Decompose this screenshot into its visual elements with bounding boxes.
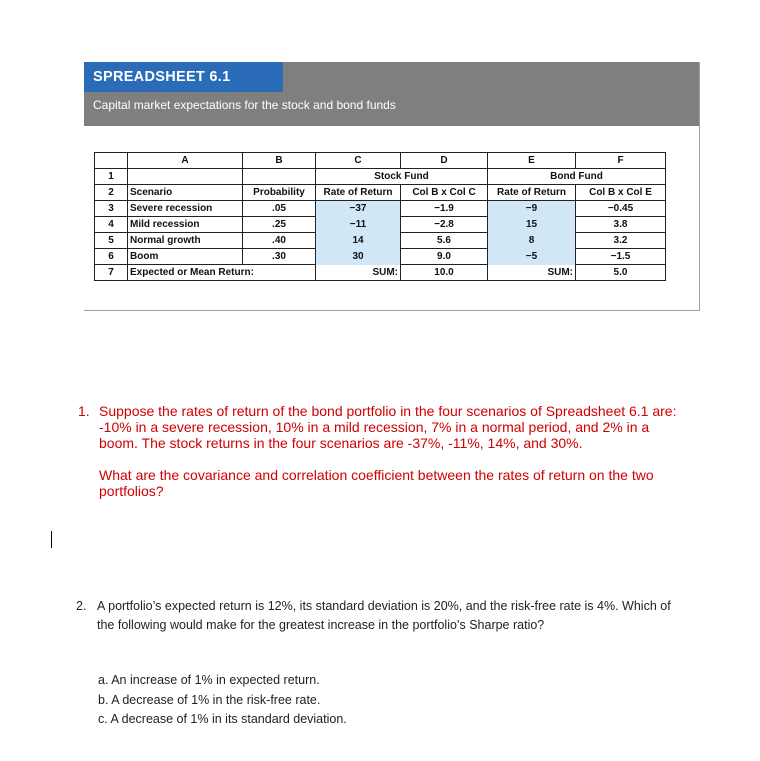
cell: −1.5 xyxy=(576,249,666,265)
cell: 3.8 xyxy=(576,217,666,233)
spreadsheet-figure xyxy=(84,62,700,311)
col-letter-a: A xyxy=(128,153,243,169)
cell: −0.45 xyxy=(576,201,666,217)
col-letter-c: C xyxy=(316,153,401,169)
col-letter-f: F xyxy=(576,153,666,169)
option-a: a. An increase of 1% in expected return. xyxy=(98,673,320,687)
cell: −2.8 xyxy=(401,217,488,233)
row-number: 7 xyxy=(95,265,128,281)
column-letter-row xyxy=(95,153,666,169)
cell: Normal growth xyxy=(128,233,243,249)
cell: Boom xyxy=(128,249,243,265)
cell xyxy=(243,169,316,185)
cell: 30 xyxy=(316,249,401,265)
cell: −5 xyxy=(488,249,576,265)
bond-fund-header: Bond Fund xyxy=(488,169,666,185)
table-row xyxy=(95,249,666,265)
figure-subtitle: Capital market expectations for the stock and bond funds xyxy=(93,98,396,112)
stock-fund-header: Stock Fund xyxy=(316,169,488,185)
cell xyxy=(128,169,243,185)
row-number: 1 xyxy=(95,169,128,185)
header-cell: Probability xyxy=(243,185,316,201)
question-2-number: 2. xyxy=(76,599,87,613)
row-number: 2 xyxy=(95,185,128,201)
option-c: c. A decrease of 1% in its standard deviation. xyxy=(98,712,347,726)
sum-stock-label: SUM: xyxy=(316,265,401,281)
sum-bond-value: 5.0 xyxy=(576,265,666,281)
row-number: 5 xyxy=(95,233,128,249)
header-cell: Scenario xyxy=(128,185,243,201)
question-1 xyxy=(78,404,688,500)
table-row xyxy=(95,265,666,281)
question-1-paragraph-1: Suppose the rates of return of the bond portfolio in the four scenarios of Spreadsheet 6.1 are: -10% in a severe recession, 10% in a mild recession, 7% in a normal period, and 2% in a boom. The stock returns in the four scenarios are -37%, -11%, 14%, and 30%. xyxy=(99,403,677,451)
table-row xyxy=(95,233,666,249)
header-cell: Col B x Col C xyxy=(401,185,488,201)
table-row xyxy=(95,217,666,233)
cell: Mild recession xyxy=(128,217,243,233)
question-1-paragraph-2: What are the covariance and correlation coefficient between the rates of return on the two portfolios? xyxy=(99,467,654,500)
sum-stock-value: 10.0 xyxy=(401,265,488,281)
table-row xyxy=(95,185,666,201)
cell: .30 xyxy=(243,249,316,265)
option-b: b. A decrease of 1% in the risk-free rate. xyxy=(98,692,321,707)
cell: .40 xyxy=(243,233,316,249)
spreadsheet-table xyxy=(94,152,666,281)
cell: −11 xyxy=(316,217,401,233)
question-1-number: 1. xyxy=(78,403,90,419)
question-2-text: A portfolio’s expected return is 12%, its standard deviation is 20%, and the risk-free rate is 4%. Which of the following would make for the greatest increase in the portfolio’s Sharpe ratio? xyxy=(97,599,671,632)
text-cursor xyxy=(51,531,52,548)
cell: 14 xyxy=(316,233,401,249)
cell: .05 xyxy=(243,201,316,217)
cell: 8 xyxy=(488,233,576,249)
cell: −1.9 xyxy=(401,201,488,217)
cell: −37 xyxy=(316,201,401,217)
col-letter-d: D xyxy=(401,153,488,169)
sum-bond-label: SUM: xyxy=(488,265,576,281)
cell: .25 xyxy=(243,217,316,233)
header-cell: Rate of Return xyxy=(316,185,401,201)
table-row xyxy=(95,169,666,185)
row-number: 4 xyxy=(95,217,128,233)
row-number: 3 xyxy=(95,201,128,217)
figure-title: SPREADSHEET 6.1 xyxy=(84,62,283,92)
header-cell: Col B x Col E xyxy=(576,185,666,201)
question-2 xyxy=(76,597,676,634)
corner-cell xyxy=(95,153,128,169)
table-row xyxy=(95,201,666,217)
cell: 9.0 xyxy=(401,249,488,265)
question-2-options xyxy=(98,671,347,730)
row-number: 6 xyxy=(95,249,128,265)
cell: 3.2 xyxy=(576,233,666,249)
figure-header xyxy=(84,62,699,126)
cell: −9 xyxy=(488,201,576,217)
header-cell: Rate of Return xyxy=(488,185,576,201)
expected-return-label: Expected or Mean Return: xyxy=(128,265,316,281)
cell: Severe recession xyxy=(128,201,243,217)
col-letter-b: B xyxy=(243,153,316,169)
cell: 5.6 xyxy=(401,233,488,249)
cell: 15 xyxy=(488,217,576,233)
col-letter-e: E xyxy=(488,153,576,169)
